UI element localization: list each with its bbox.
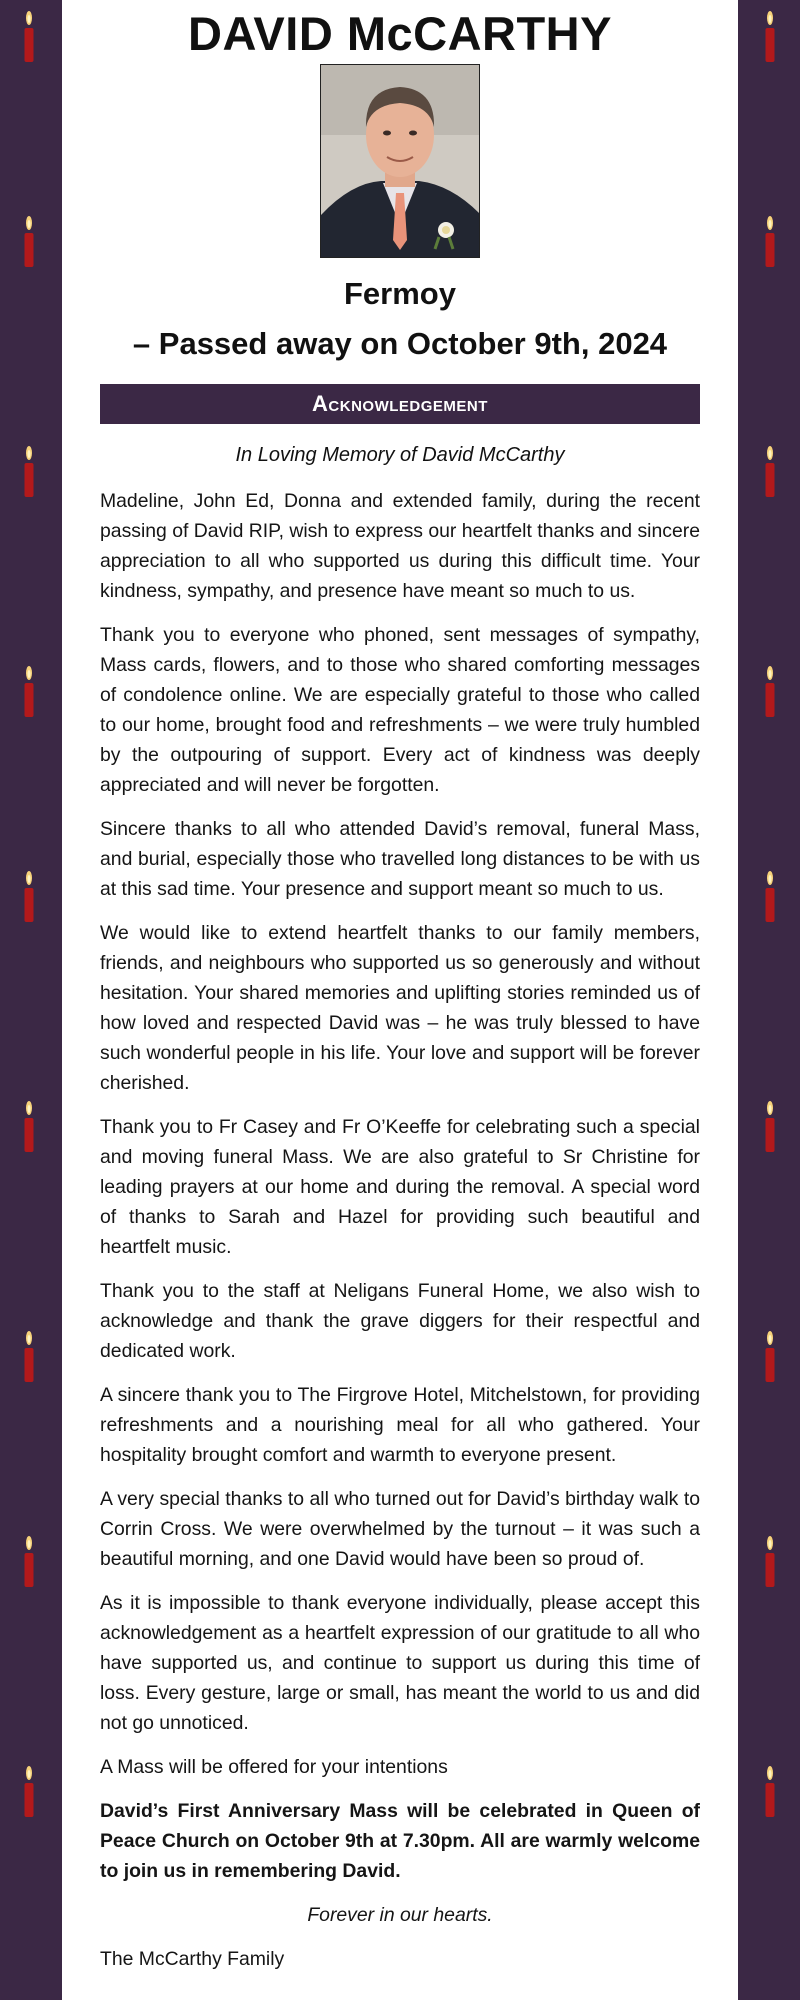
candle-icon [763,1100,777,1154]
paragraph: Sincere thanks to all who attended David’s removal, funeral Mass, and burial, especially those who travelled long distances to be with us at this sad time. Your presence and support meant so much to us. [100,818,700,900]
right-candle-border [738,0,800,2000]
candle-icon [763,1330,777,1384]
candle-icon [22,665,36,719]
candle-icon [22,215,36,269]
anniversary-mass-notice: David’s First Anniversary Mass will be celebrated in Queen of Peace Church on October 9th at 7.30pm. All are warmly welcome to join us in remembering David. [100,1800,700,1882]
candle-icon [22,10,36,64]
candle-icon [22,1765,36,1819]
closing-line: Forever in our hearts. [307,1904,493,1926]
candle-icon [22,1535,36,1589]
candle-icon [22,445,36,499]
candle-icon [22,1330,36,1384]
mass-intentions-line: A Mass will be offered for your intentions [100,1756,448,1778]
notice-page [62,0,738,2000]
family-signature: The McCarthy Family [100,1948,285,1970]
candle-icon [763,10,777,64]
paragraph: Thank you to Fr Casey and Fr O’Keeffe for celebrating such a special and moving funeral Mass. We are also grateful to Sr Christine for leading prayers at our home and during the removal. A special word of thanks to Sarah and Hazel for providing such beautiful and heartfelt music. [100,1116,700,1258]
acknowledgement-banner: Acknowledgement [100,384,700,424]
paragraph: A very special thanks to all who turned out for David’s birthday walk to Corrin Cross. We were overwhelmed by the turnout – it was such a beautiful morning, and one David would have been so proud of. [100,1488,700,1570]
deceased-name: DAVID McCARTHY [188,7,612,60]
hometown: Fermoy [344,276,456,311]
paragraph: As it is impossible to thank everyone individually, please accept this acknowledgement as a heartfelt expression of our gratitude to all who have supported us, and continue to support us during this time of loss. Every gesture, large or small, has meant the world to us and did not go unnoticed. [100,1592,700,1734]
candle-icon [763,1765,777,1819]
paragraph: We would like to extend heartfelt thanks to our family members, friends, and neighbours who supported us so generously and without hesitation. Your shared memories and uplifting stories reminded us of how loved and respected David was – he was truly blessed to have such wonderful people in his life. Your love and support will be forever cherished. [100,922,700,1094]
paragraph: Thank you to everyone who phoned, sent messages of sympathy, Mass cards, flowers, and to those who shared comforting messages of condolence online. We are especially grateful to those who called to our home, brought food and refreshments – we were truly humbled by the outpouring of support. Every act of kindness was deeply appreciated and will never be forgotten. [100,624,700,796]
portrait-image [321,65,479,257]
candle-icon [763,215,777,269]
paragraph: Thank you to the staff at Neligans Funeral Home, we also wish to acknowledge and thank the grave diggers for their respectful and dedicated work. [100,1280,700,1362]
paragraph: Madeline, John Ed, Donna and extended family, during the recent passing of David RIP, wish to express our heartfelt thanks and sincere appreciation to all who supported us during this difficult time. Your kindness, sympathy, and presence have meant so much to us. [100,490,700,602]
candle-icon [763,1535,777,1589]
portrait-photo [320,64,480,258]
candle-icon [763,870,777,924]
date-of-passing: – Passed away on October 9th, 2024 [132,326,668,361]
memory-subtitle: In Loving Memory of David McCarthy [235,444,565,466]
paragraph: A sincere thank you to The Firgrove Hotel, Mitchelstown, for providing refreshments and a nourishing meal for all who gathered. Your hospitality brought comfort and warmth to everyone present. [100,1384,700,1466]
candle-icon [763,445,777,499]
candle-icon [22,1100,36,1154]
candle-icon [763,665,777,719]
acknowledgement-body [100,486,700,1988]
left-candle-border [0,0,62,2000]
candle-icon [22,870,36,924]
